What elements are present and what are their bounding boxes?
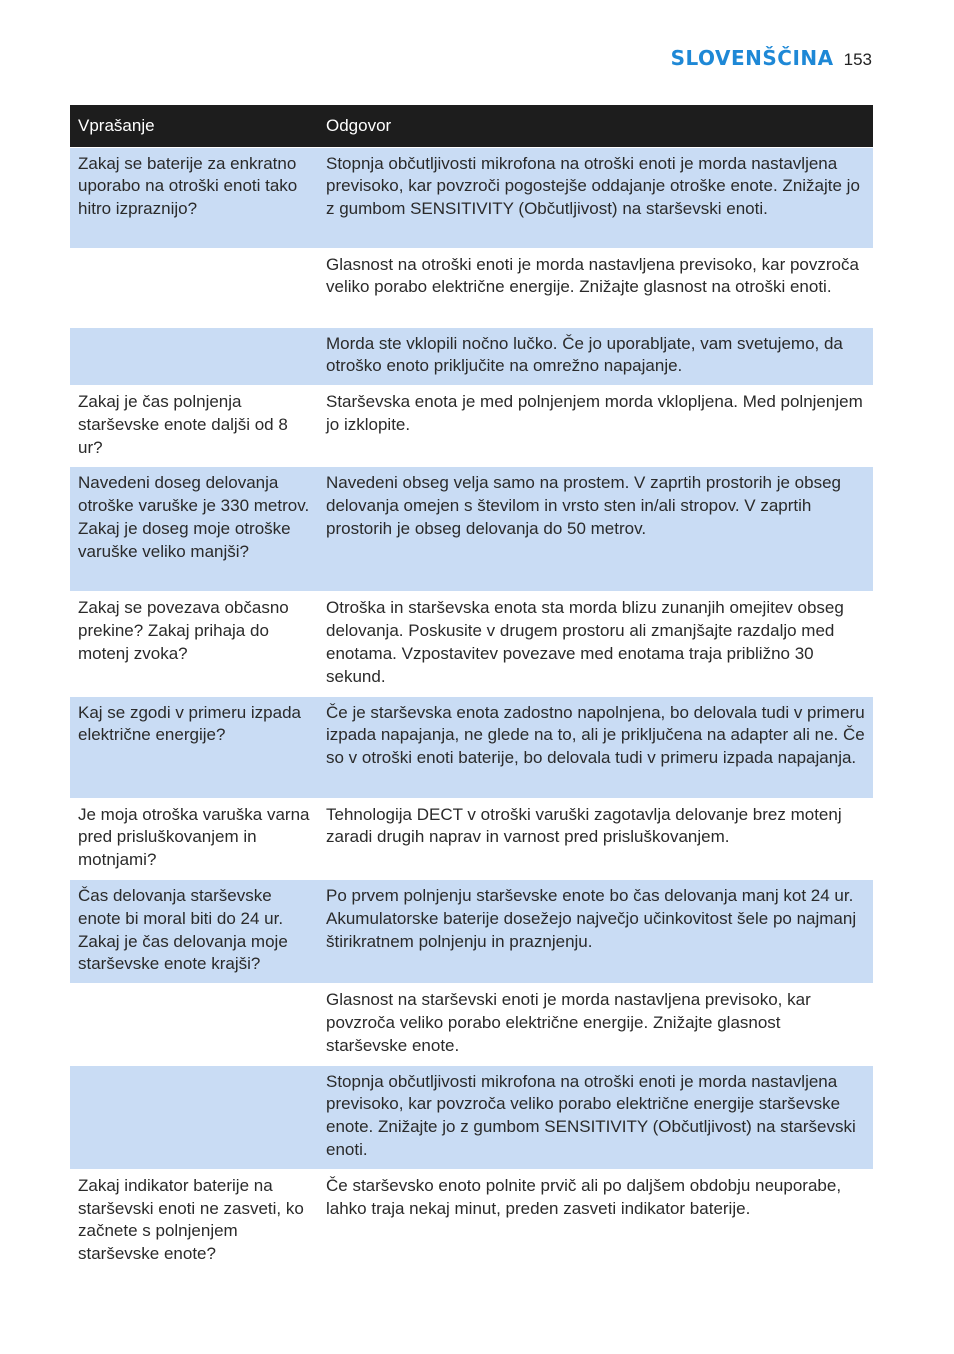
answer-cell: Tehnologija DECT v otroški varuški zagotavlja delovanje brez motenj zaradi drugih naprav in varnost pred prisluškovanjem. bbox=[318, 798, 873, 879]
answer-cell: Če je starševska enota zadostno napolnjena, bo delovala tudi v primeru izpada napajanja, ne glede na to, ali je priključena na adapter ali ne. Če so v otroški enoti baterije, bo delovala tudi v primeru izpada napajanja. bbox=[318, 696, 873, 798]
question-cell: Zakaj se baterije za enkratno uporabo na otroški enoti tako hitro izpraznijo? bbox=[70, 147, 318, 248]
question-cell bbox=[70, 984, 318, 1065]
faq-table bbox=[70, 105, 873, 1273]
table-row bbox=[70, 798, 873, 879]
table-row bbox=[70, 696, 873, 798]
question-cell: Kaj se zgodi v primeru izpada električne energije? bbox=[70, 696, 318, 798]
answer-cell: Otroška in starševska enota sta morda blizu zunanjih omejitev obseg delovanja. Poskusite v drugem prostoru ali zmanjšajte razdaljo med enotama. Vzpostavitev povezave med enotama traja približno 30 sekund. bbox=[318, 592, 873, 696]
question-cell: Navedeni doseg delovanja otroške varuške je 330 metrov. Zakaj je doseg moje otroške varuške veliko manjši? bbox=[70, 467, 318, 592]
table-row bbox=[70, 592, 873, 696]
table-row bbox=[70, 1169, 873, 1273]
table-row bbox=[70, 248, 873, 327]
answer-cell: Navedeni obseg velja samo na prostem. V zaprtih prostorih je obseg delovanja omejen s številom in vrsto sten in/ali stropov. V zaprtih prostorih je obseg delovanja do 50 metrov. bbox=[318, 467, 873, 592]
faq-table-body bbox=[70, 147, 873, 1273]
table-row bbox=[70, 147, 873, 248]
question-cell: Zakaj indikator baterije na starševski enoti ne zasveti, ko začnete s polnjenjem starševske enote? bbox=[70, 1169, 318, 1273]
page-number: 153 bbox=[843, 50, 872, 69]
section-language-title: SLOVENŠČINA bbox=[670, 46, 834, 70]
question-cell bbox=[70, 1065, 318, 1169]
question-cell bbox=[70, 327, 318, 386]
answer-cell: Po prvem polnjenju starševske enote bo čas delovanja manj kot 24 ur. Akumulatorske baterije dosežejo največjo učinkovitost šele po najmanj štirikratnem polnjenju in praznjenju. bbox=[318, 880, 873, 984]
answer-cell: Glasnost na otroški enoti je morda nastavljena previsoko, kar povzroča veliko porabo električne energije. Znižajte glasnost na otroški enoti. bbox=[318, 248, 873, 327]
table-row bbox=[70, 984, 873, 1065]
table-row bbox=[70, 1065, 873, 1169]
question-cell: Zakaj je čas polnjenja starševske enote daljši od 8 ur? bbox=[70, 386, 318, 467]
answer-cell: Stopnja občutljivosti mikrofona na otroški enoti je morda nastavljena previsoko, kar povzroči pogostejše oddajanje otroške enote. Znižajte jo z gumbom SENSITIVITY (Občutljivost) na starševski enoti. bbox=[318, 147, 873, 248]
table-header-row bbox=[70, 105, 873, 147]
column-header-question: Vprašanje bbox=[70, 105, 318, 147]
question-cell bbox=[70, 248, 318, 327]
table-row bbox=[70, 327, 873, 386]
question-cell: Čas delovanja starševske enote bi moral biti do 24 ur. Zakaj je čas delovanja moje starševske enote krajši? bbox=[70, 880, 318, 984]
answer-cell: Stopnja občutljivosti mikrofona na otroški enoti je morda nastavljena previsoko, kar povzroča veliko porabo električne energije starševske enote. Znižajte jo z gumbom SENSITIVITY (Občutljivost) na starševski enoti. bbox=[318, 1065, 873, 1169]
answer-cell: Če starševsko enoto polnite prvič ali po daljšem obdobju neuporabe, lahko traja nekaj minut, preden zasveti indikator baterije. bbox=[318, 1169, 873, 1273]
answer-cell: Glasnost na starševski enoti je morda nastavljena previsoko, kar povzroča veliko porabo električne energije. Znižajte glasnost starševske enote. bbox=[318, 984, 873, 1065]
table-row bbox=[70, 880, 873, 984]
question-cell: Je moja otroška varuška varna pred prisluškovanjem in motnjami? bbox=[70, 798, 318, 879]
page-header bbox=[671, 46, 872, 76]
table-row bbox=[70, 467, 873, 592]
question-cell: Zakaj se povezava občasno prekine? Zakaj prihaja do motenj zvoka? bbox=[70, 592, 318, 696]
table-row bbox=[70, 386, 873, 467]
answer-cell: Morda ste vklopili nočno lučko. Če jo uporabljate, vam svetujemo, da otroško enoto priključite na omrežno napajanje. bbox=[318, 327, 873, 386]
column-header-answer: Odgovor bbox=[318, 105, 873, 147]
answer-cell: Starševska enota je med polnjenjem morda vklopljena. Med polnjenjem jo izklopite. bbox=[318, 386, 873, 467]
